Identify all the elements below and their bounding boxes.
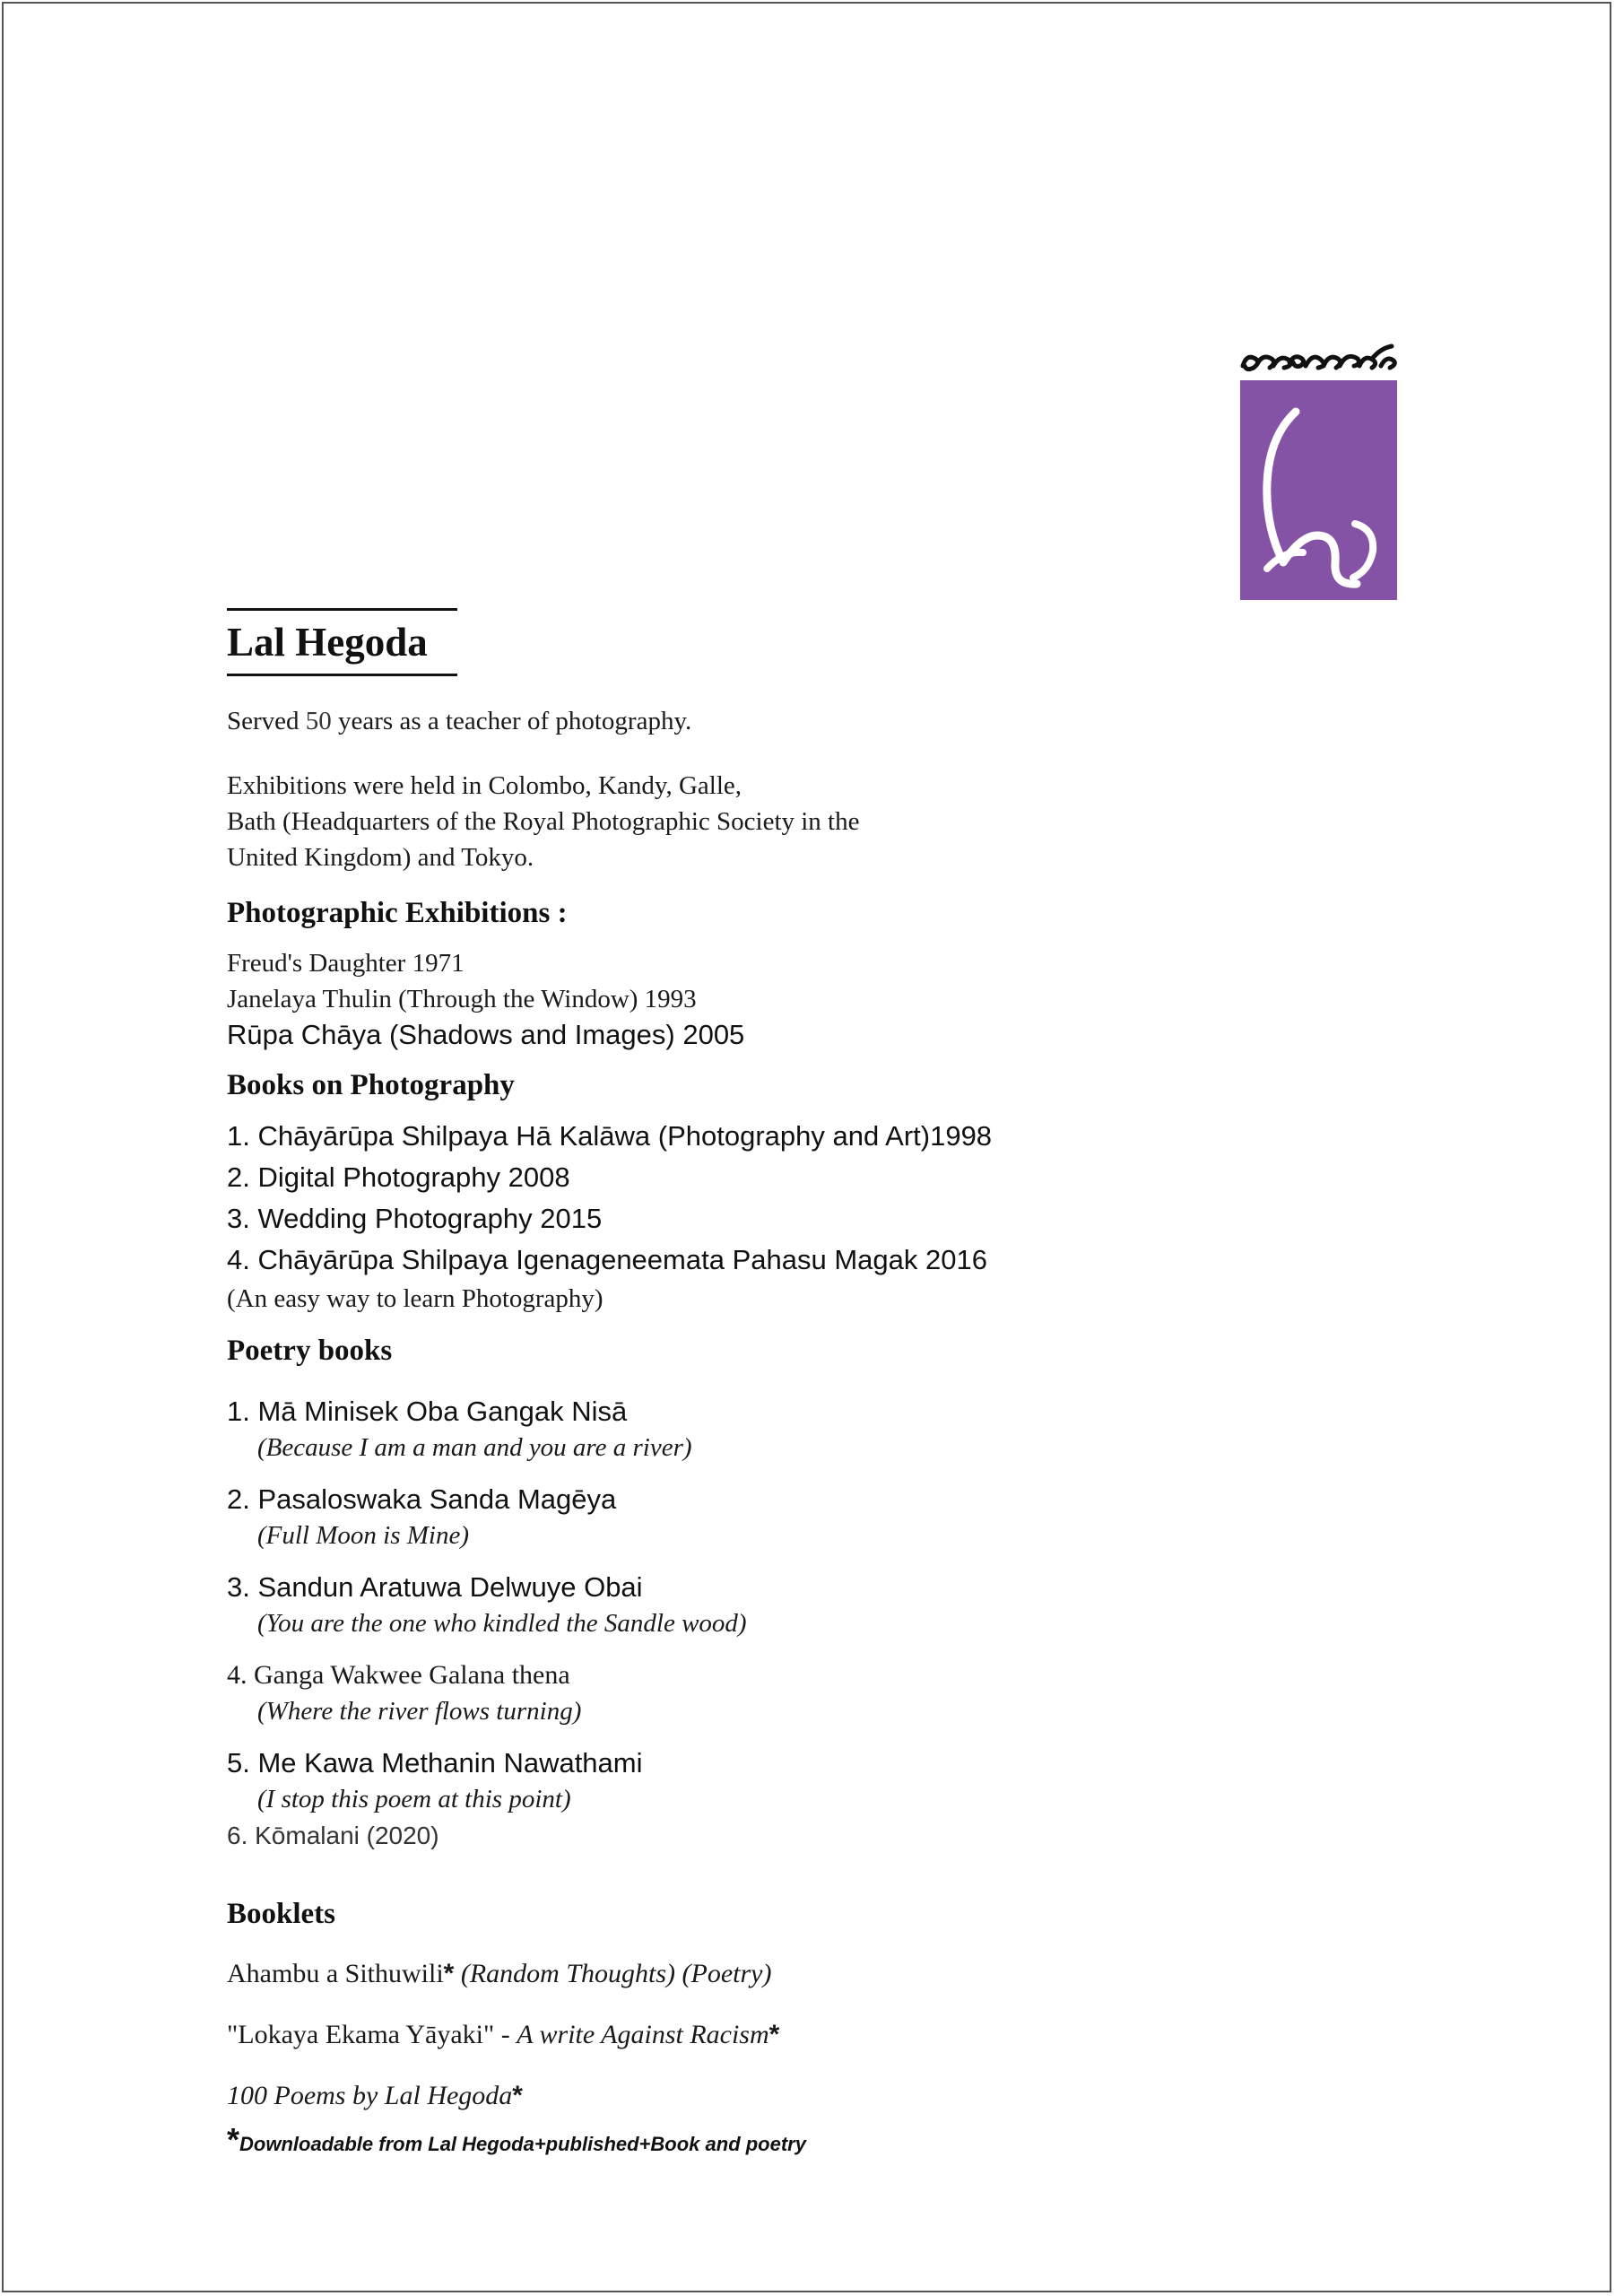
exhibitions-summary: [227, 768, 1393, 875]
poetry-translation: (Where the river flows turning): [257, 1697, 582, 1726]
books-on-photography-list: [227, 1116, 1393, 1317]
booklet-title: Ahambu a Sithuwili: [227, 1959, 444, 1988]
booklet-item: [227, 1955, 1393, 1993]
asterisk-mark: *: [512, 2081, 523, 2110]
poetry-title: 4. Ganga Wakwee Galana thena: [227, 1660, 570, 1690]
booklet-item: [227, 2077, 1393, 2115]
poetry-translation: (Full Moon is Mine): [257, 1521, 469, 1550]
logo-script-text: [1237, 339, 1399, 377]
poetry-title: 3. Sandun Aratuwa Delwuye Obai: [227, 1571, 643, 1603]
poetry-translation: (I stop this poem at this point): [257, 1785, 571, 1813]
booklets-heading: Booklets: [227, 1898, 336, 1930]
list-item: 4. Chāyārūpa Shilpaya Igenageneemata Pahasu Magak 2016: [227, 1244, 987, 1275]
booklet-note: A write Against Racism: [517, 2020, 769, 2049]
poetry-title: 5. Me Kawa Methanin Nawathami: [227, 1747, 643, 1779]
list-item: 2. Digital Photography 2008: [227, 1161, 570, 1193]
exhibitions-line: United Kingdom) and Tokyo.: [227, 843, 534, 872]
poetry-books-heading: Poetry books: [227, 1335, 393, 1367]
exhibitions-line: Bath (Headquarters of the Royal Photographic Society in the: [227, 807, 860, 836]
booklet-title: 100 Poems by Lal Hegoda: [227, 2081, 513, 2110]
list-item: Rūpa Chāya (Shadows and Images) 2005: [227, 1019, 745, 1050]
poetry-translation: (Because I am a man and you are a river): [257, 1433, 692, 1462]
served-prefix: Served: [227, 707, 300, 735]
booklet-item: [227, 2016, 1393, 2054]
poetry-extra: 6. Kōmalani (2020): [227, 1822, 439, 1849]
logo-mark-icon: [1240, 380, 1397, 600]
poetry-title: 1. Mā Minisek Oba Gangak Nisā: [227, 1396, 628, 1427]
poetry-title: 2. Pasaloswaka Sanda Magēya: [227, 1483, 617, 1515]
list-item-note: (An easy way to learn Photography): [227, 1284, 603, 1313]
served-suffix: years as a teacher of photography.: [338, 707, 692, 735]
list-item: Janelaya Thulin (Through the Window) 1993: [227, 985, 697, 1013]
list-item: 1. Chāyārūpa Shilpaya Hā Kalāwa (Photography and Art)1998: [227, 1120, 993, 1152]
poetry-translation: (You are the one who kindled the Sandle wood): [257, 1609, 747, 1638]
asterisk-mark: *: [443, 1959, 455, 1988]
photographic-exhibitions-list: [227, 945, 1393, 1053]
booklets-list: [227, 1955, 1393, 2115]
footnote-text: Downloadable from Lal Hegoda+published+Book and poetry: [239, 2133, 806, 2155]
list-item: Freud's Daughter 1971: [227, 949, 465, 978]
booklet-note: (Random Thoughts) (Poetry): [454, 1959, 772, 1988]
asterisk-mark: *: [768, 2020, 780, 2049]
title-bottom-rule: [227, 674, 457, 676]
download-footnote: [227, 2121, 1393, 2161]
asterisk-mark: *: [227, 2121, 240, 2158]
list-item: 3. Wedding Photography 2015: [227, 1203, 603, 1234]
exhibitions-line: Exhibitions were held in Colombo, Kandy, Galle,: [227, 771, 742, 800]
author-name: Lal Hegoda: [227, 620, 428, 665]
teaching-summary: [227, 703, 1393, 739]
served-years: 50: [305, 707, 332, 735]
booklet-title: "Lokaya Ekama Yāyaki" -: [227, 2020, 517, 2049]
author-profile: [227, 608, 1393, 2161]
publisher-logo: [1237, 339, 1399, 600]
books-on-photography-heading: Books on Photography: [227, 1069, 515, 1101]
poetry-books-list: [227, 1394, 1393, 1855]
photographic-exhibitions-heading: Photographic Exhibitions :: [227, 897, 568, 929]
